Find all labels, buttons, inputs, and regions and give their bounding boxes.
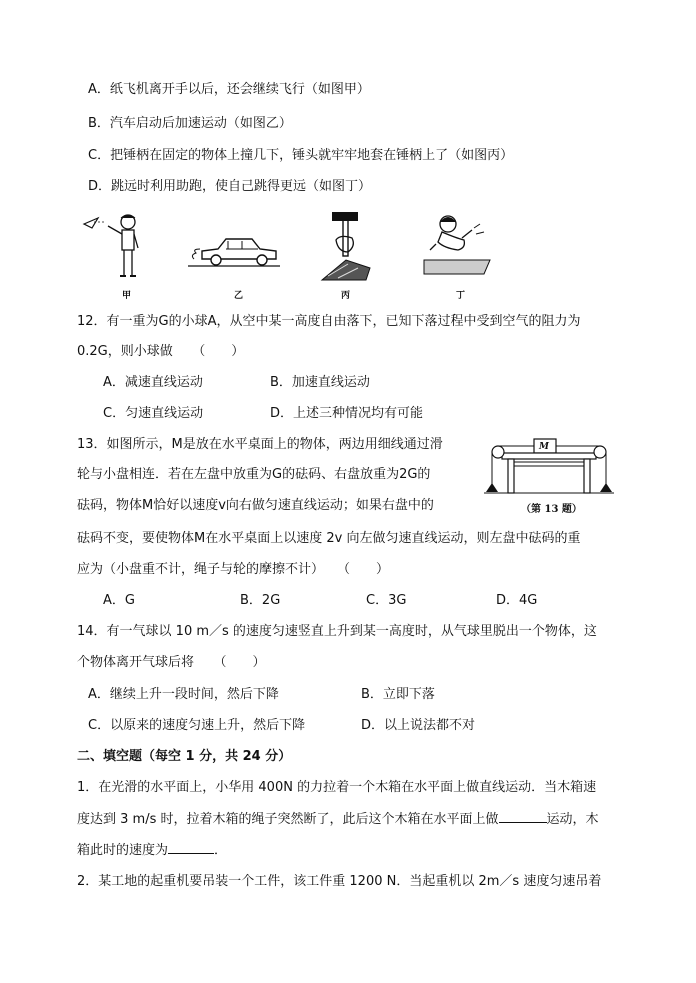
q13-option-c: C．3G bbox=[366, 593, 407, 608]
q11-option-a: A．纸飞机离开手以后，还会继续飞行（如图甲） bbox=[88, 82, 370, 97]
q12-option-a: A．减速直线运动 bbox=[103, 375, 203, 390]
q13-stem-line-3: 砝码，物体M恰好以速度v向右做匀速直线运动；如果右盘中的 bbox=[77, 498, 434, 513]
fill1-line-1: 1．在光滑的水平面上，小华用 400N 的力拉着一个木箱在水平面上做直线运动．当木箱速 bbox=[77, 780, 597, 795]
fill1-line-3 bbox=[77, 841, 227, 861]
q12-option-d: D．上述三种情况均有可能 bbox=[270, 406, 424, 421]
hammer-illustration bbox=[318, 210, 378, 282]
fill1-line-3-text-a: 箱此时的速度为 bbox=[77, 843, 169, 858]
q14-option-b: B．立即下落 bbox=[361, 687, 435, 702]
q11-option-c: C．把锤柄在固定的物体上撞几下，锤头就牢牢地套在锤柄上了（如图丙） bbox=[88, 148, 514, 163]
q13-option-d: D．4G bbox=[496, 593, 538, 608]
figure-label-m: M bbox=[539, 442, 549, 452]
fill1-blank-1[interactable] bbox=[499, 810, 547, 823]
q11-option-d: D．跳远时利用助跑，使自己跳得更远（如图丁） bbox=[88, 179, 372, 194]
long-jump-illustration bbox=[424, 210, 490, 276]
q13-stem-line-1: 13．如图所示，M是放在水平桌面上的物体，两边用细线通过滑 bbox=[77, 437, 443, 452]
q12-option-b: B．加速直线运动 bbox=[270, 375, 370, 390]
q13-stem-line-5: 应为（小盘重不计，绳子与轮的摩擦不计） （ ） bbox=[77, 562, 390, 577]
figure-caption-bing: 丙 bbox=[341, 291, 351, 301]
q12-option-c: C．匀速直线运动 bbox=[103, 406, 204, 421]
section-2-title: 二、填空题（每空 1 分，共 24 分） bbox=[77, 749, 292, 764]
q14-stem-line-2: 个物体离开气球后将 （ ） bbox=[77, 655, 266, 670]
fill1-line-2-text-a: 度达到 3 m/s 时，拉着木箱的绳子突然断了，此后这个木箱在水平面上做 bbox=[77, 812, 499, 827]
figure-caption-q13: （第 13 题） bbox=[521, 504, 582, 515]
q13-option-b: B．2G bbox=[240, 593, 281, 608]
figure-caption-jia: 甲 bbox=[122, 291, 132, 301]
fill1-line-2 bbox=[77, 810, 599, 830]
q14-stem-line-1: 14．有一气球以 10 m／s 的速度匀速竖直上升到某一高度时，从气球里脱出一个物体，这 bbox=[77, 624, 597, 639]
fill1-line-3-text-b: ． bbox=[214, 843, 228, 858]
car-illustration bbox=[188, 233, 280, 269]
fill1-blank-2[interactable] bbox=[168, 841, 214, 854]
q13-stem-line-4: 砝码不变，要使物体M在水平桌面上以速度 2v 向左做匀速直线运动，则左盘中砝码的重 bbox=[77, 531, 581, 546]
figure-caption-ding: 丁 bbox=[456, 291, 466, 301]
q14-option-d: D．以上说法都不对 bbox=[361, 718, 476, 733]
q11-option-b: B．汽车启动后加速运动（如图乙） bbox=[88, 116, 292, 131]
fill2-line-1: 2．某工地的起重机要吊装一个工件，该工件重 1200 N．当起重机以 2m／s 速度匀速吊着 bbox=[77, 874, 602, 889]
q14-option-c: C．以原来的速度匀速上升，然后下降 bbox=[88, 718, 306, 733]
q14-option-a: A．继续上升一段时间，然后下降 bbox=[88, 687, 279, 702]
q12-stem-line-2: 0.2G，则小球做 （ ） bbox=[77, 344, 245, 359]
figure-caption-yi: 乙 bbox=[234, 291, 244, 301]
pulley-table-diagram bbox=[484, 436, 614, 496]
q13-option-a: A．G bbox=[103, 593, 135, 608]
fill1-line-2-text-b: 运动，木 bbox=[546, 812, 599, 827]
q12-stem-line-1: 12．有一重为G的小球A，从空中某一高度自由落下，已知下落过程中受到空气的阻力为 bbox=[77, 314, 581, 329]
q13-stem-line-2: 轮与小盘相连．若在左盘中放重为G的砝码、右盘放重为2G的 bbox=[77, 467, 431, 482]
paper-plane-boy-illustration bbox=[80, 210, 150, 288]
